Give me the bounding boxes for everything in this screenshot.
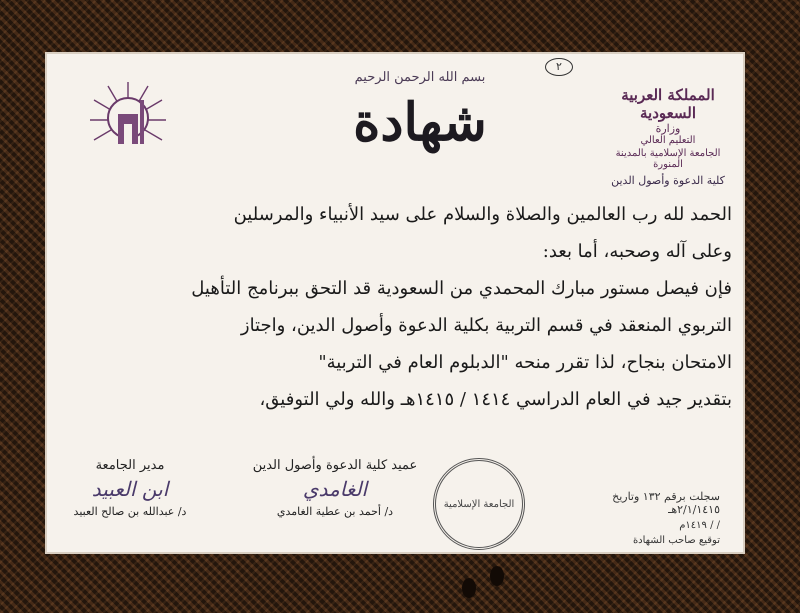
registration-block: [560, 490, 720, 546]
ministry-header: [608, 86, 728, 187]
certificate-body: [82, 196, 732, 418]
director-name: د/ عبدالله بن صالح العبيد: [73, 505, 187, 518]
punch-hole: [462, 578, 476, 598]
body-line: الامتحان بنجاح، لذا تقرر منحه "الدبلوم العام في التربية": [318, 352, 732, 373]
dean-signature-block: [250, 458, 420, 518]
holder-signature-label: توقيع صاحب الشهادة: [632, 535, 720, 546]
dean-signature: الغامدي: [302, 477, 368, 501]
page-number: ٢: [545, 58, 573, 76]
dean-name: د/ أحمد بن عطية الغامدي: [276, 505, 394, 518]
college-name: كلية الدعوة وأصول الدين: [611, 174, 725, 187]
university-name: الجامعة الإسلامية بالمدينة المنورة: [615, 148, 721, 170]
body-line: فإن فيصل مستور مبارك المحمدي من السعودية قد التحق ببرنامج التأهيل: [191, 278, 732, 299]
body-line: بتقدير جيد في العام الدراسي ١٤١٤ / ١٤١٥هـ والله ولي التوفيق،: [259, 389, 732, 410]
country-name: المملكة العربية السعودية: [621, 86, 715, 122]
certificate-title: شهادة: [353, 92, 487, 153]
university-emblem-icon: [88, 80, 168, 160]
body-line: التربوي المنعقد في قسم التربية بكلية الدعوة وأصول الدين، واجتاز: [240, 315, 732, 336]
dean-role: عميد كلية الدعوة وأصول الدين: [252, 458, 418, 473]
registration-number: سجلت برقم ١٣٢ وتاريخ ٢/١/١٤١٥هـ: [612, 490, 720, 516]
ministry-name: التعليم العالي: [640, 135, 696, 146]
ministry-label: وزارة: [655, 122, 681, 135]
registration-date: / / ١٤١٩م: [679, 520, 720, 531]
director-signature: ابن العبيد: [91, 477, 169, 501]
body-line: وعلى آله وصحبه، أما بعد:: [542, 241, 732, 262]
director-role: مدير الجامعة: [95, 458, 165, 473]
punch-hole: [490, 566, 504, 586]
basmala: بسم الله الرحمن الرحيم: [354, 70, 486, 85]
body-line: الحمد لله رب العالمين والصلاة والسلام على سيد الأنبياء والمرسلين: [233, 204, 732, 225]
director-signature-block: [50, 458, 210, 518]
university-seal: الجامعة الإسلامية: [433, 458, 525, 550]
